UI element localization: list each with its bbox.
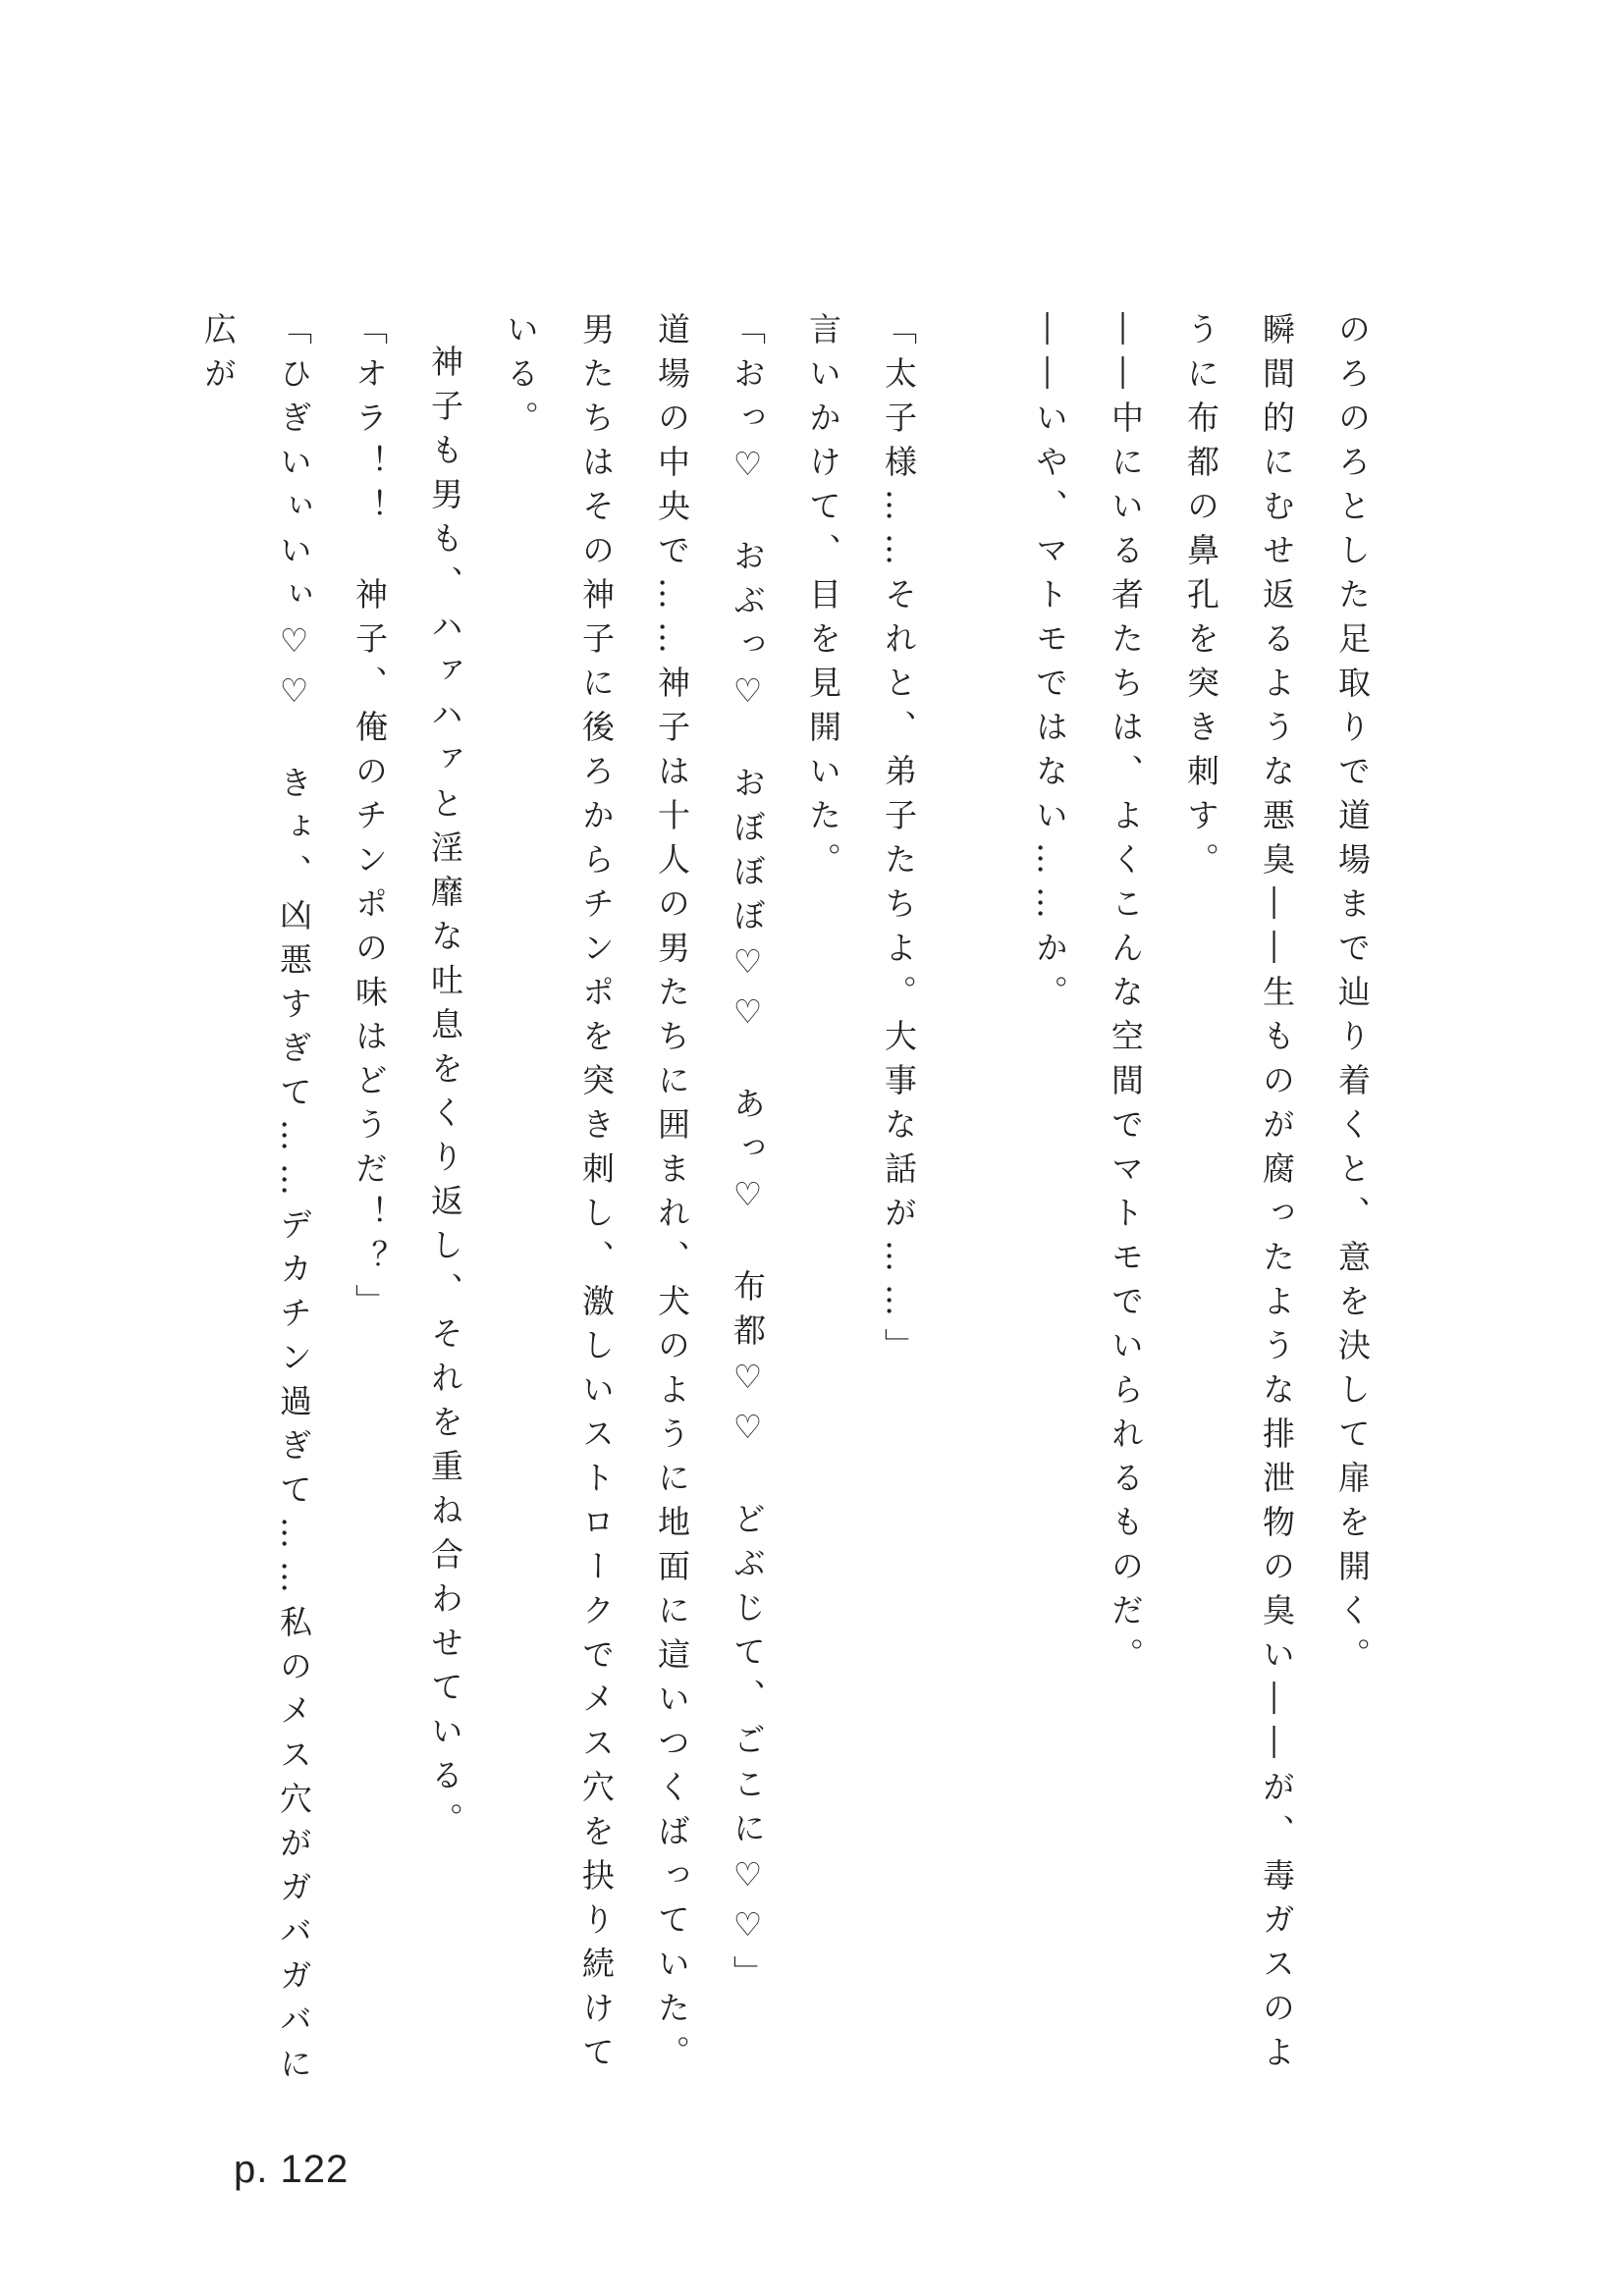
page-number: p. 122 [234,2148,350,2191]
paragraph: 「太子様……それと、弟子たちよ。大事な話が……」 [880,312,918,1372]
paragraph: 道場の中央で……神子は十人の男たちに囲まれ、犬のように地面に這いつくばっていた。 [653,312,691,2079]
paragraph: 「おっ♡ おぶっ♡ おぼぼぼ♡♡ あっ♡ 布都♡♡ どぶじて、ごこに♡♡」 [729,312,767,2000]
paragraph: 神子も男も、ハァハァと淫靡な吐息をくり返し、それを重ね合わせている。 [426,345,464,1846]
paragraph: ――中にいる者たちは、よくこんな空間でマトモでいられるものだ。 [1107,312,1145,1682]
paragraph: ――いや、マトモではない……か。 [1031,312,1069,1019]
vertical-text-body [199,312,1390,2099]
paragraph: 「ひぎいぃいぃ♡♡ きょ、凶悪すぎて……デカチン過ぎて……私のメス穴がガバガバに広が [199,312,313,2091]
paragraph: のろのろとした足取りで道場まで辿り着くと、意を決して扉を開く。 [1333,312,1372,1682]
paragraph: 男たちはその神子に後ろからチンポを突き刺し、激しいストロークでメス穴を抉り続けている。 [502,312,616,2079]
paragraph: 瞬間的にむせ返るような悪臭――生ものが腐ったような排泄物の臭い――が、毒ガスのように布都の鼻孔を突き刺す。 [1182,312,1296,2079]
paragraph: 言いかけて、目を見開いた。 [804,312,842,886]
paragraph: 「オラ！！ 神子、俺のチンポの味はどうだ！？」 [351,312,389,1328]
blank-line [937,312,1012,2099]
